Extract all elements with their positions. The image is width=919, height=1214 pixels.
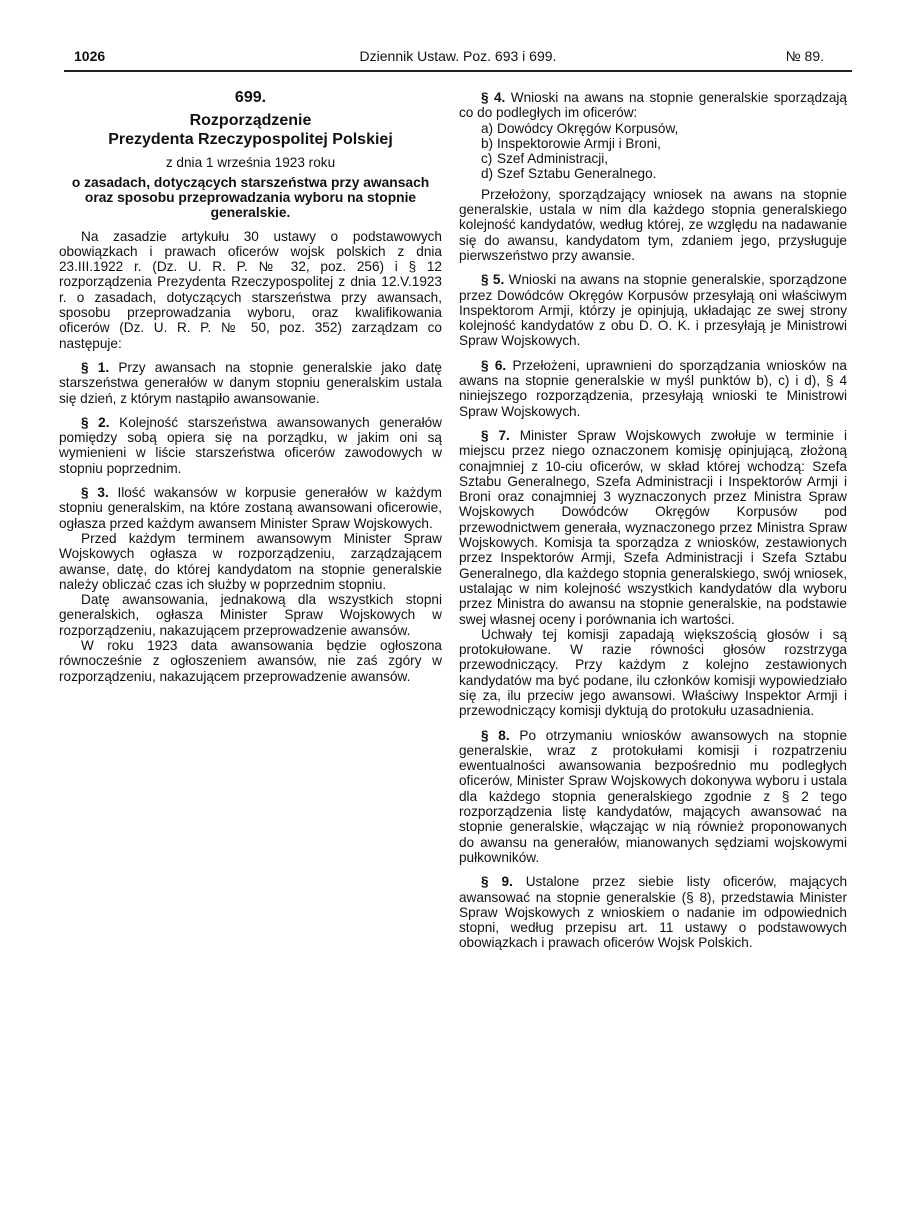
list-item	[481, 166, 847, 181]
section-8-label: § 8.	[481, 727, 510, 743]
section-9-text: Ustalone przez siebie listy oficerów, mających awansować na stopnie generalskie (§ 8), przedstawia Minister Spraw Wojskowych z wnioskiem o nadanie im odpowiednich stopni, według przepisu art. 11 ustawy o podstawowych obowiązkach i prawach oficerów Wojsk Polskich.	[459, 874, 847, 951]
list-item-letter: b)	[481, 135, 494, 151]
section-6-text: Przełożeni, uprawnieni do sporządzania wniosków na awans na stopnie generalskie w myśl punktów b), c) i d), § 4 niniejszego rozporządzenia, przesyłają wnioski te Ministrowi Spraw Wojskowych.	[459, 357, 847, 419]
section-2-label: § 2.	[81, 414, 110, 430]
section-2-text: Kolejność starszeństwa awansowanych generałów pomiędzy sobą opiera się na porządku, w jakim oni są wymienieni w liście starszeństwa oficerów zawodowych w stopniu poprzednim.	[59, 414, 442, 476]
section-2	[59, 415, 442, 476]
act-title-line2: Prezydenta Rzeczypospolitej Polskiej	[108, 131, 393, 149]
section-9-label: § 9.	[481, 874, 513, 890]
act-number: 699.	[234, 89, 267, 106]
section-4-text: Wnioski na awans na stopnie generalskie sporządzają co do podległych im oficerów:	[459, 90, 847, 121]
section-9	[459, 874, 847, 950]
section-4-label: § 4.	[481, 90, 506, 105]
list-item-letter: c)	[481, 151, 493, 167]
left-column	[59, 90, 442, 693]
act-title-line1: Rozporządzenie	[189, 112, 312, 130]
act-title	[59, 111, 442, 149]
list-item-text: Szef Sztabu Generalnego.	[497, 166, 657, 182]
section-5-label: § 5.	[481, 272, 505, 288]
page-number: 1026	[74, 48, 106, 64]
list-item-text: Szef Administracji,	[497, 151, 609, 167]
section-7-paragraph-2: Uchwały tej komisji zapadają większością głosów i są protokułowane. W razie równości głosów rozstrzyga przewodniczący. Przy każdym z kolejno zestawionych kandydatów ma być podane, ilu członków komisji wypowiedziało się za, ilu przeciw jego awansowi. Właściwy Inspektor Armji i przewodniczący komisji dyktują do protokułu uzasadnienia.	[459, 626, 847, 719]
section-8-text: Po otrzymaniu wniosków awansowych na stopnie generalskie, wraz z protokułami komisji i rozpatrzeniu ewentualności awansowania bezpośrednio mu podległych oficerów, Minister Spraw Wojskowych dokonywa wyboru i ustala dla każdego stopnia generalskiego zgodnie z § 2 tego rozporządzenia listę kandydatów, mających awansować na stopnie generalskie, włączając w nią również proponowanych do awansu na generałów, mianowanych sędziami wojskowymi pułkowników.	[459, 727, 848, 865]
section-4-list	[459, 121, 847, 182]
section-3-paragraph-3: Datę awansowania, jednakową dla wszystkich stopni generalskich, ogłasza Minister Spraw Wojskowych w rozporządzeniu, nakazującem przeprowadzenie awansów.	[59, 592, 442, 638]
section-7	[459, 428, 847, 627]
section-3-paragraph-4: W roku 1923 data awansowania będzie ogłoszona równocześnie z ogłoszeniem awansów, nie zaś zgóry w rozporządzeniu, nakazującem przeprowadzenie awansów.	[59, 638, 442, 684]
section-6-label: § 6.	[481, 357, 507, 373]
section-3-paragraph-2: Przed każdym terminem awansowym Minister Spraw Wojskowych ogłasza w rozporządzeniu, zarządzającem awanse, datę, do której kandydatom na stopnie generalskie należy obliczać czas ich służby w poprzednim stopniu.	[59, 530, 442, 592]
section-1-label: § 1.	[81, 359, 110, 375]
list-item	[481, 136, 847, 151]
page-header	[64, 46, 852, 68]
list-item-letter: a)	[481, 120, 494, 136]
right-column	[459, 90, 847, 960]
act-subject: o zasadach, dotyczących starszeństwa przy awansach oraz sposobu przeprowadzania wyboru na stopnie generalskie.	[71, 174, 430, 220]
issue-number: № 89.	[785, 48, 824, 64]
section-3	[59, 485, 442, 531]
section-3-label: § 3.	[81, 485, 109, 501]
list-item-text: Inspektorowie Armji i Broni,	[497, 135, 661, 151]
preamble: Na zasadzie artykułu 30 ustawy o podstawowych obowiązkach i prawach oficerów wojsk polskich z dnia 23.III.1922 r. (Dz. U. R. P. № 32, poz. 256) i § 12 rozporządzenia Prezydenta Rzeczypospolitej z dnia 12.V.1923 r. o zasadach, dotyczących starszeństwa przy awansach, sposobu przeprowadzania wyboru, oraz kwalifikowania oficerów (Dz. U. R. P. № 50, poz. 352) zarządzam co następuje:	[59, 228, 442, 351]
list-item	[481, 121, 847, 136]
section-4-paragraph-2: Przełożony, sporządzający wniosek na awans na stopnie generalskie, ustala w nim dla każdego stopnia generalskiego kolejność kandydatów, według której, ze względu na nadawanie się do awansu, kandydatom tym, zdaniem jego, przysługuje pierwszeństwo przy awansie.	[459, 186, 847, 263]
section-5-text: Wnioski na awans na stopnie generalskie, sporządzone przez Dowódców Okręgów Korpusów przesyłają oni właściwym Inspektorom Armji, którzy je opinjują, układając ze swej strony kolejność kandydatów z obu D. O. K. i przesyłają je Ministrowi Spraw Wojskowych.	[459, 272, 847, 349]
section-1	[59, 360, 442, 406]
header-rule	[64, 70, 852, 72]
act-date: z dnia 1 września 1923 roku	[165, 155, 336, 171]
section-1-text: Przy awansach na stopnie generalskie jako datę starszeństwa generałów w danym stopniu generalskim ustala się dzień, z którym nastąpiło awansowanie.	[59, 359, 442, 406]
list-item	[481, 151, 847, 166]
section-5	[459, 272, 847, 348]
section-6	[459, 358, 847, 419]
section-7-text: Minister Spraw Wojskowych zwołuje w terminie i miejscu przez niego oznaczonem komisję opinjującą, złożoną conajmniej z 10-ciu oficerów, w skład której wchodzą: Szefa Sztabu Generalnego, Szefa Administracji i Inspektorów Armji i Broni oraz conajmniej 3 wyznaczonych przez Ministra Spraw Wojskowych Dowódców Okręgów Korpusów pod przewodnictwem generała, wyznaczonego przez Ministra Spraw Wojskowych. Komisja ta sporządza z wniosków, zestawionych przez Inspektorów Armji, Szefa Administracji i Szefa Sztabu Generalnego, dla każdego stopnia generalskiego, swój wniosek, ustalając w nim kolejność wszystkich kandydatów dla wyboru przez Ministra do awansu na stopnie generalskie, na podstawie swej własnej oceny i porównania ich wartości.	[459, 427, 847, 627]
section-4	[459, 90, 847, 121]
section-7-label: § 7.	[481, 427, 510, 443]
section-3-text: Ilość wakansów w korpusie generałów w każdym stopniu generalskim, na które zostaną awansowani oficerowie, ogłasza przed każdym awansem Minister Spraw Wojskowych.	[59, 485, 442, 531]
section-8	[459, 728, 847, 866]
list-item-letter: d)	[481, 166, 494, 182]
list-item-text: Dowódcy Okręgów Korpusów,	[497, 120, 679, 136]
journal-title: Dziennik Ustaw. Poz. 693 i 699.	[359, 48, 557, 64]
